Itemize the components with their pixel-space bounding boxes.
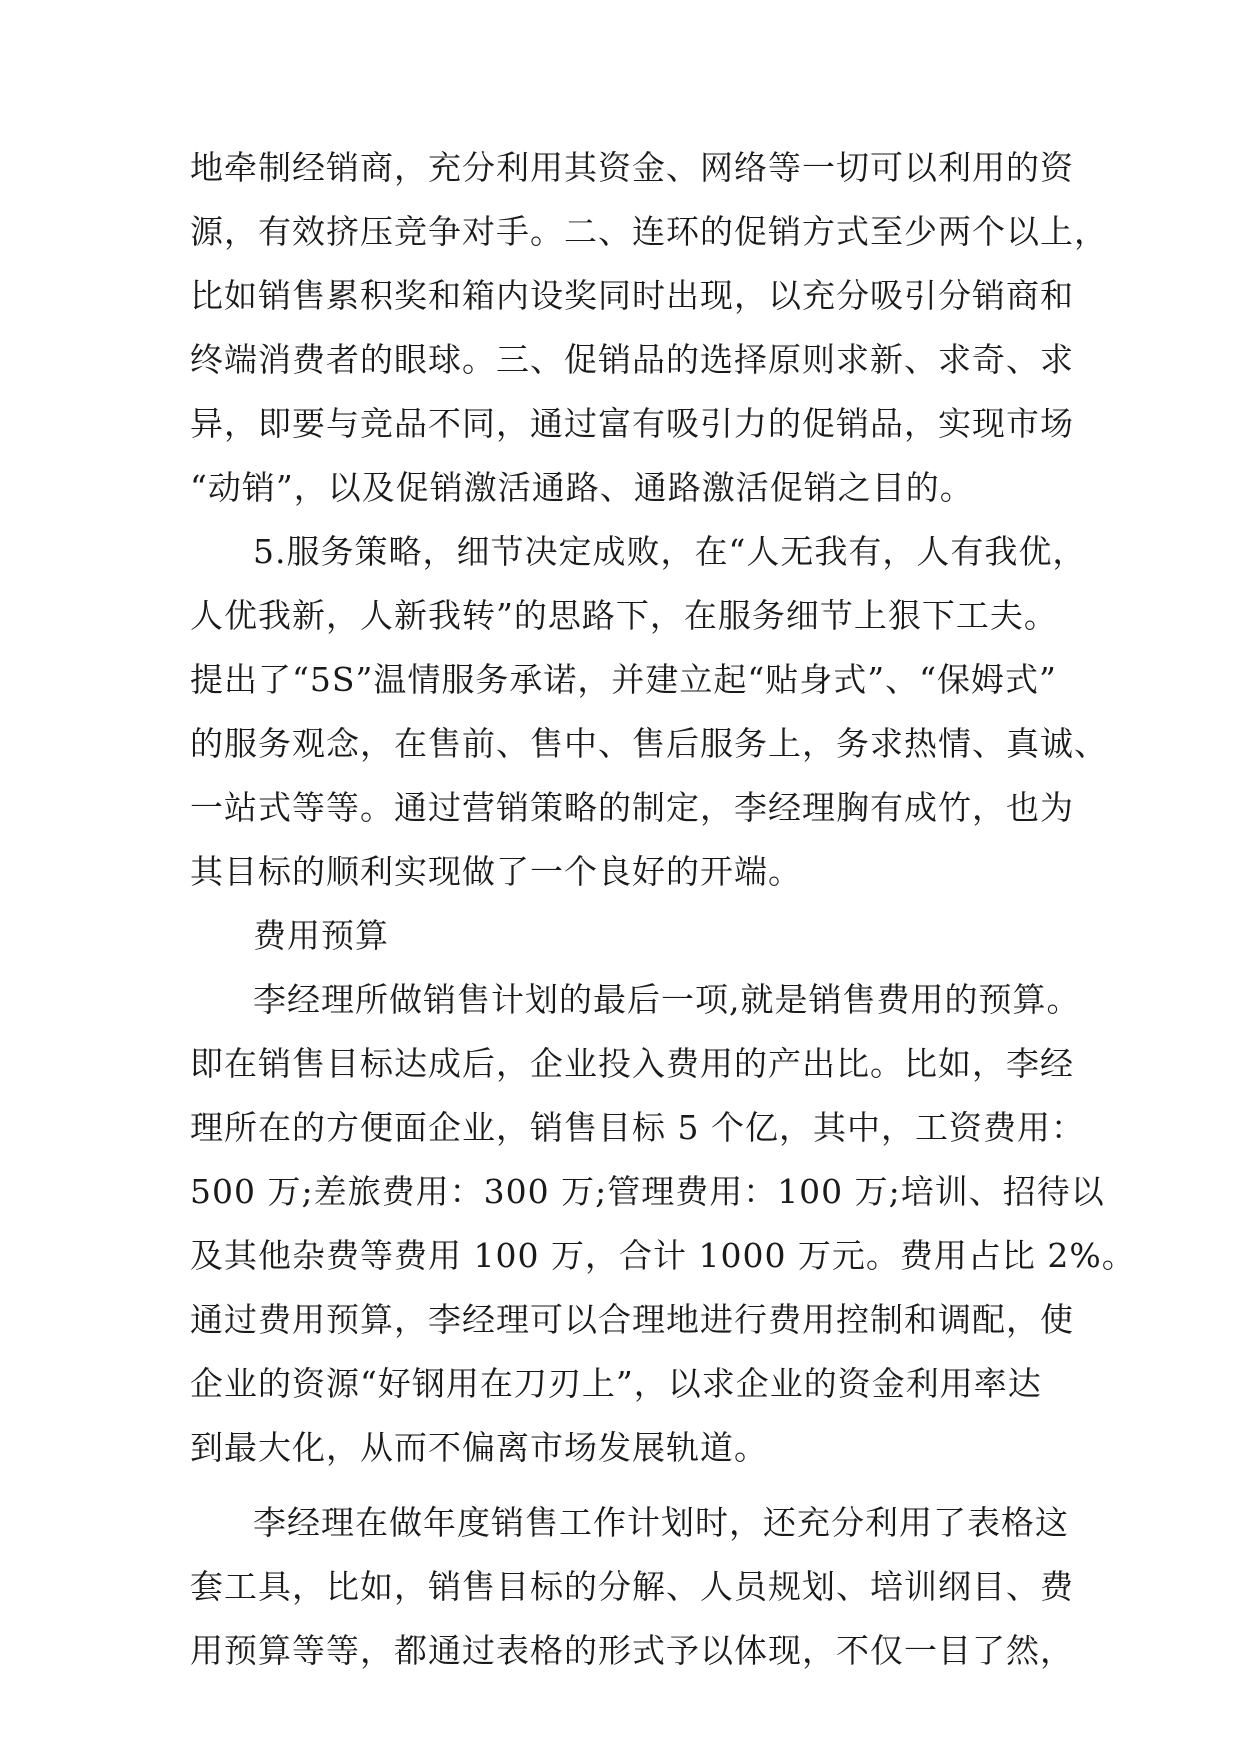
text-line: 套工具，比如，销售目标的分解、人员规划、培训纲目、费 (190, 1567, 1074, 1606)
text-line: 比如销售累积奖和箱内设奖同时出现，以充分吸引分销商和 (190, 276, 1074, 315)
text-line: 到最大化，从而不偏离市场发展轨道。 (190, 1428, 768, 1467)
section-heading: 费用预算 (253, 916, 389, 955)
text-line: 李经理在做年度销售工作计划时，还充分利用了表格这 (253, 1503, 1069, 1542)
text-line: 李经理所做销售计划的最后一项,就是销售费用的预算。 (253, 980, 1081, 1019)
text-line: 人优我新，人新我转”的思路下，在服务细节上狠下工夫。 (190, 596, 1058, 635)
text-line: 地牵制经销商，充分利用其资金、网络等一切可以利用的资 (190, 148, 1074, 187)
text-line: 及其他杂费等费用 100 万，合计 1000 万元。费用占比 2%。 (190, 1236, 1136, 1275)
text-line: 提出了“5S”温情服务承诺，并建立起“贴身式”、“保姆式” (190, 660, 1057, 699)
text-line: “动销”，以及促销激活通路、通路激活促销之目的。 (190, 468, 974, 507)
text-line: 源，有效挤压竞争对手。二、连环的促销方式至少两个以上， (190, 212, 1108, 251)
text-line: 企业的资源“好钢用在刀刃上”，以求企业的资金利用率达 (190, 1364, 1042, 1403)
text-line: 理所在的方便面企业，销售目标 5 个亿，其中，工资费用： (190, 1108, 1085, 1147)
text-line: 的服务观念，在售前、售中、售后服务上，务求热情、真诚、 (190, 724, 1108, 763)
text-line: 通过费用预算，李经理可以合理地进行费用控制和调配，使 (190, 1300, 1074, 1339)
text-line: 500 万;差旅费用：300 万;管理费用：100 万;培训、招待以 (190, 1172, 1105, 1211)
text-line: 5.服务策略，细节决定成败，在“人无我有，人有我优， (253, 532, 1087, 571)
text-line: 即在销售目标达成后，企业投入费用的产出比。比如，李经 (190, 1044, 1074, 1083)
text-line: 其目标的顺利实现做了一个良好的开端。 (190, 852, 802, 891)
text-line: 终端消费者的眼球。三、促销品的选择原则求新、求奇、求 (190, 340, 1074, 379)
text-line: 异，即要与竞品不同，通过富有吸引力的促销品，实现市场 (190, 404, 1074, 443)
text-line: 用预算等等，都通过表格的形式予以体现，不仅一目了然， (190, 1631, 1074, 1670)
text-line: 一站式等等。通过营销策略的制定，李经理胸有成竹，也为 (190, 788, 1074, 827)
